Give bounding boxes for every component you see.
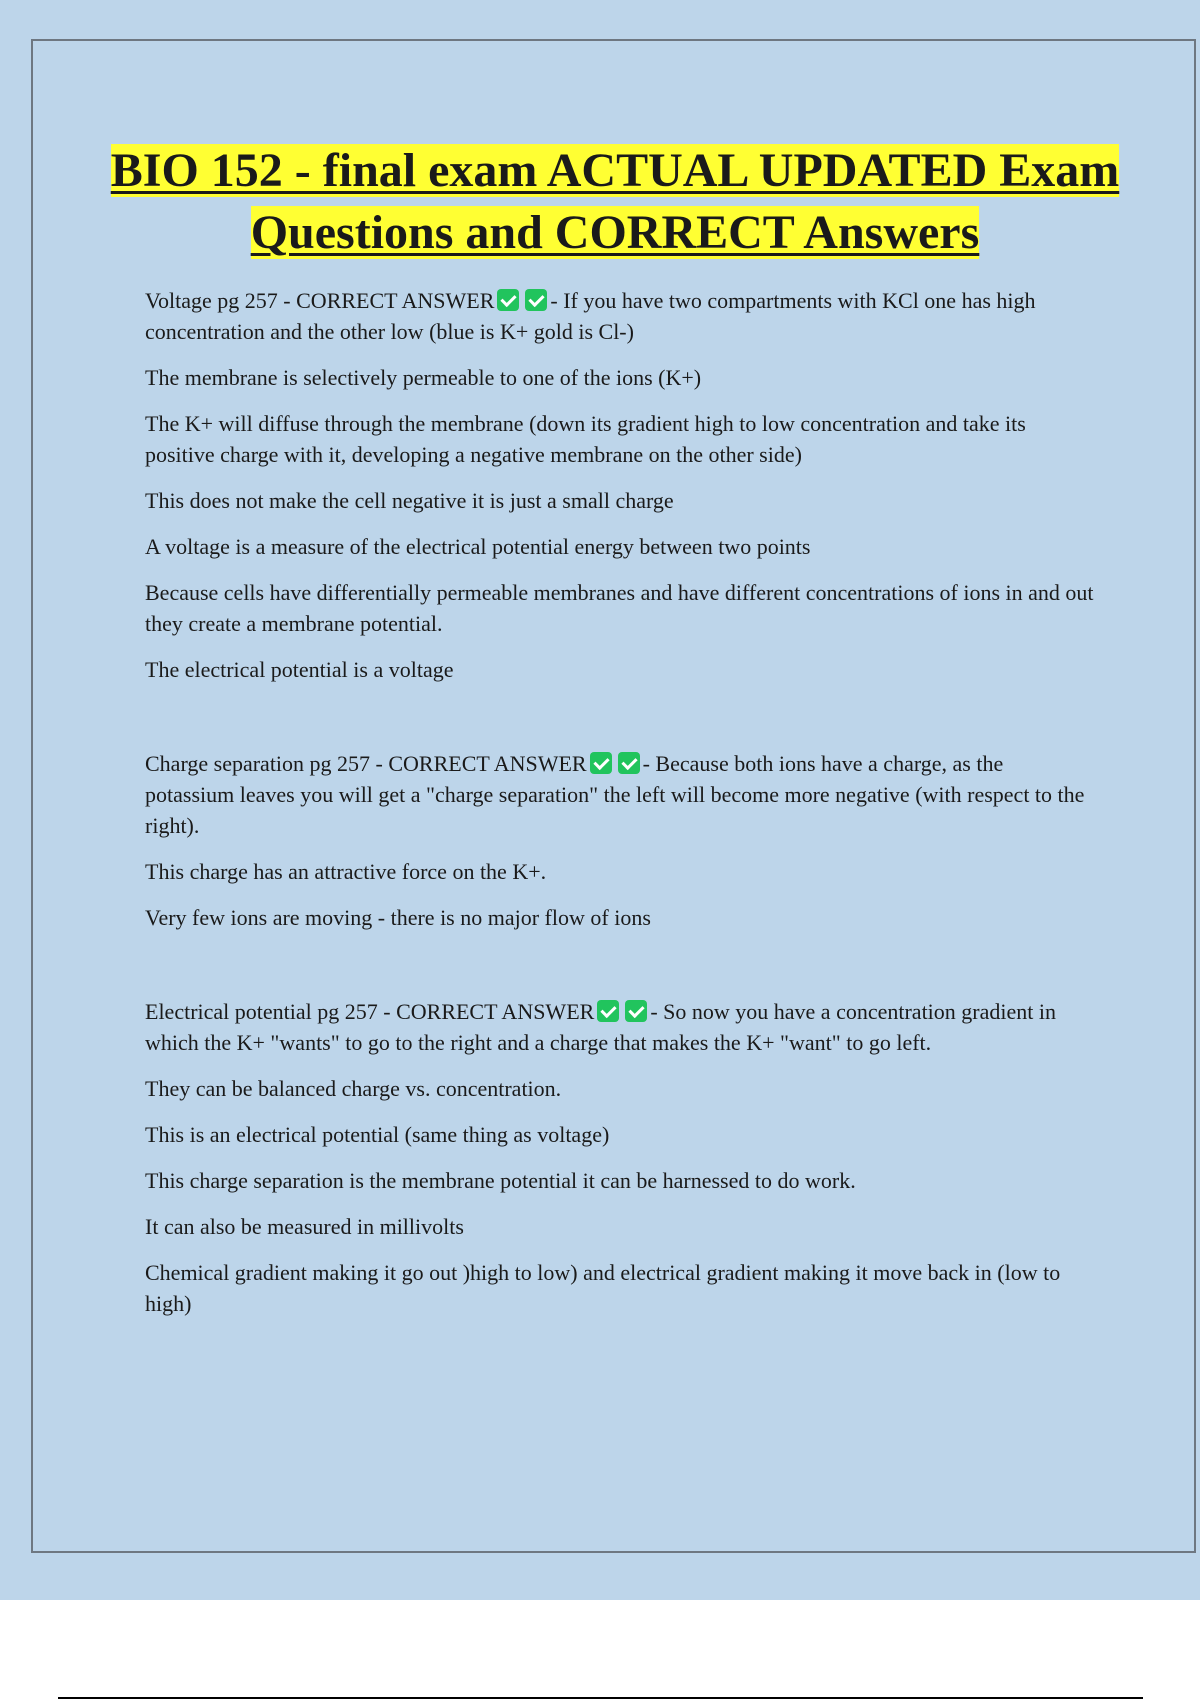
answer-paragraph: This charge has an attractive force on the K+.: [145, 859, 547, 884]
answer-heading: [145, 285, 1095, 347]
answer-heading: [145, 996, 1095, 1058]
answer-paragraph: Very few ions are moving - there is no major flow of ions: [145, 905, 651, 930]
check-mark-icon: [525, 289, 547, 311]
answer-paragraph: This does not make the cell negative it is just a small charge: [145, 488, 674, 513]
term-label: Voltage pg 257 - CORRECT ANSWER: [145, 288, 495, 313]
document-title-text: BIO 152 - final exam ACTUAL UPDATED Exam Questions and CORRECT Answers: [110, 144, 1120, 259]
check-mark-icon: [618, 752, 640, 774]
answer-paragraph: Chemical gradient making it go out )high to low) and electrical gradient making it move back in (low to high): [145, 1260, 1061, 1316]
answer-lead: - If you have two compartments with KCl one has high concentration and the other low (blue is K+ gold is Cl-): [145, 288, 1036, 344]
check-mark-icon: [497, 289, 519, 311]
answer-paragraph: The electrical potential is a voltage: [145, 657, 454, 682]
answer-heading: [145, 748, 1095, 841]
term-label: Electrical potential pg 257 - CORRECT ANSWER: [145, 999, 595, 1024]
answer-lead: - Because both ions have a charge, as the potassium leaves you will get a "charge separation" the left will become more negative (with respect to the right).: [145, 751, 1085, 838]
answer-paragraph: It can also be measured in millivolts: [145, 1214, 464, 1239]
answer-paragraph: The membrane is selectively permeable to one of the ions (K+): [145, 365, 702, 390]
answer-paragraph: This is an electrical potential (same thing as voltage): [145, 1122, 610, 1147]
answer-paragraph: They can be balanced charge vs. concentration.: [145, 1076, 562, 1101]
answer-lead: - So now you have a concentration gradient in which the K+ "wants" to go to the right and a charge that makes the K+ "want" to go left.: [145, 999, 1056, 1055]
answer-paragraph: A voltage is a measure of the electrical potential energy between two points: [145, 534, 811, 559]
section-spacer: [145, 700, 1095, 748]
section-spacer: [145, 948, 1095, 996]
check-mark-icon: [597, 1000, 619, 1022]
document-title: [60, 140, 1170, 264]
term-label: Charge separation pg 257 - CORRECT ANSWER: [145, 751, 587, 776]
answer-paragraph: Because cells have differentially permeable membranes and have different concentrations of ions in and out they create a membrane potential.: [145, 580, 1094, 636]
check-mark-icon: [625, 1000, 647, 1022]
answer-paragraph: This charge separation is the membrane potential it can be harnessed to do work.: [145, 1168, 856, 1193]
answer-paragraph: The K+ will diffuse through the membrane (down its gradient high to low concentration and take its positive charge with it, developing a negative membrane on the other side): [145, 411, 1026, 467]
document-body: [145, 285, 1095, 1334]
check-mark-icon: [590, 752, 612, 774]
footer-rule: [58, 1697, 1143, 1699]
